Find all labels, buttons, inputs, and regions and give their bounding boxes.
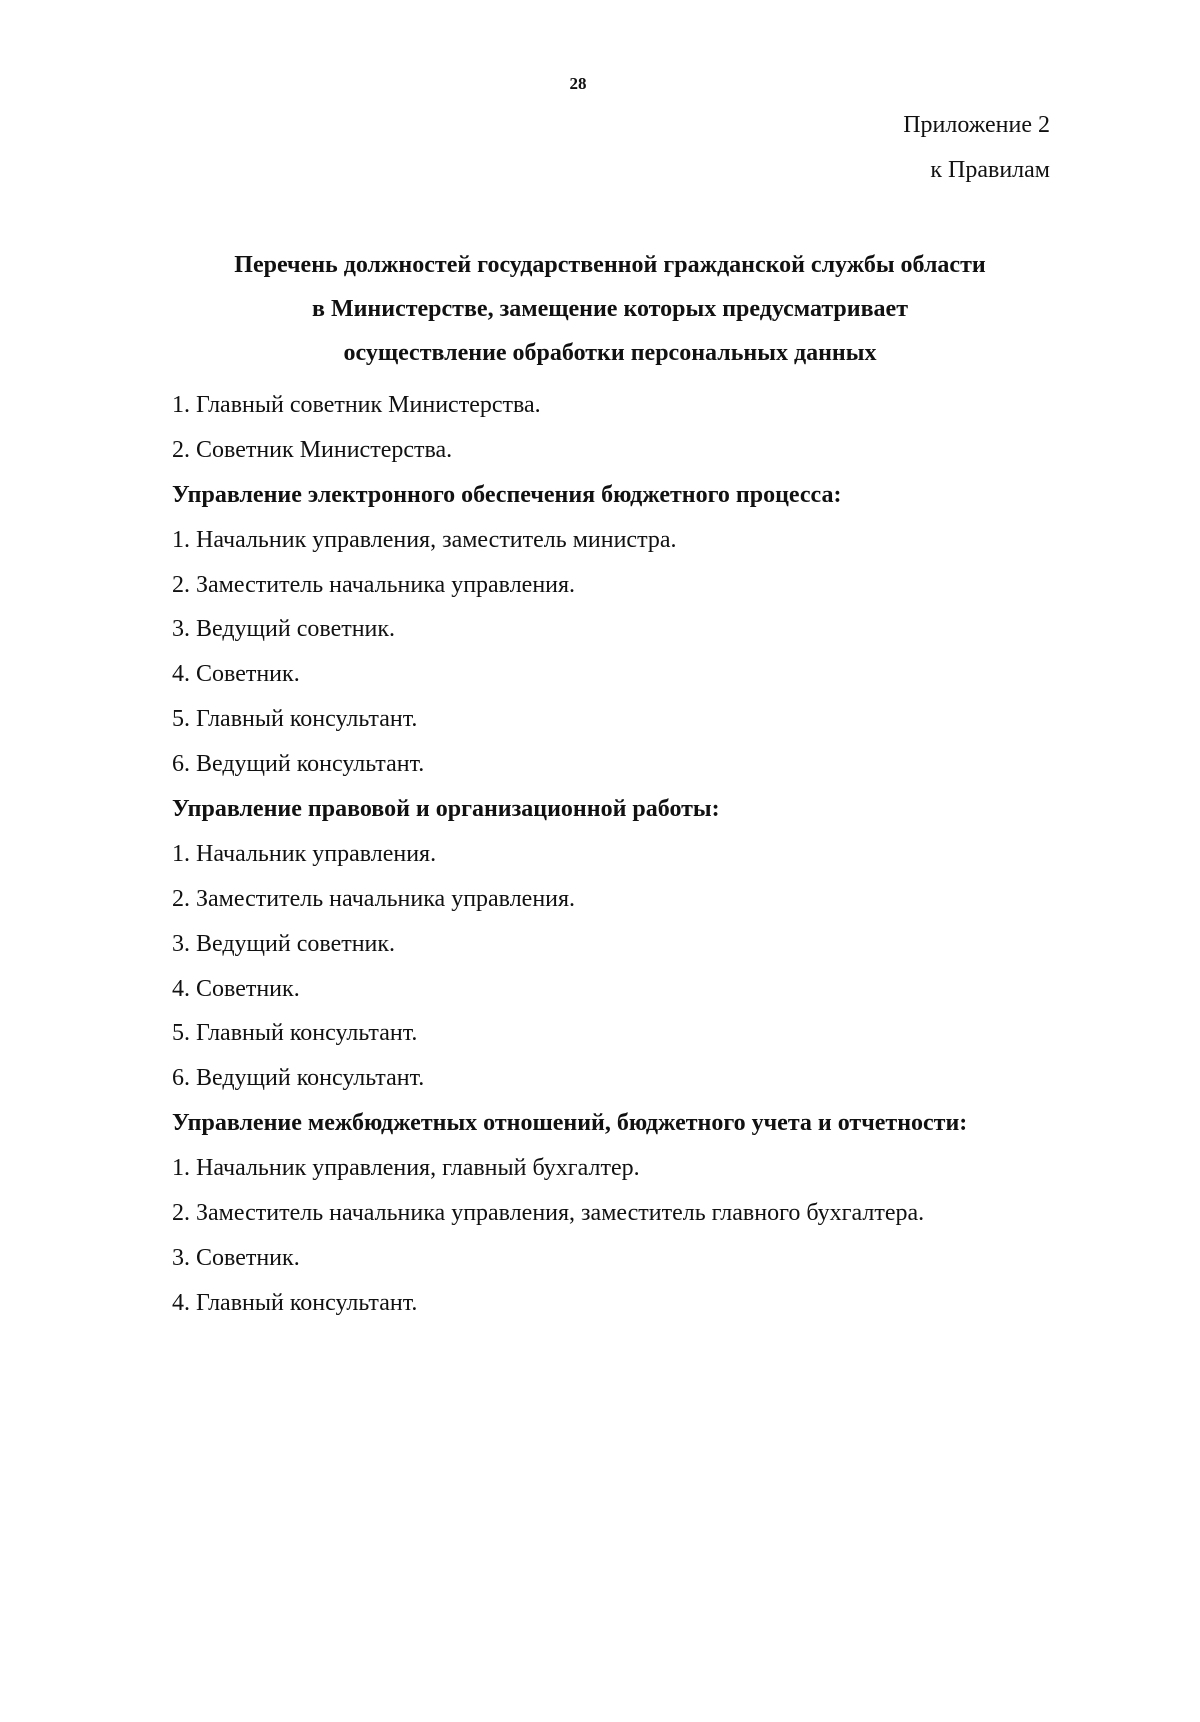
list-item: 2. Заместитель начальника управления.	[172, 571, 576, 598]
list-item: 1. Начальник управления.	[172, 840, 437, 867]
list-item: 4. Советник.	[172, 975, 300, 1002]
list-item: 1. Начальник управления, главный бухгалтер.	[172, 1155, 640, 1182]
list-item: 3. Советник.	[172, 1244, 300, 1271]
section-heading: Управление правовой и организационной работы:	[172, 796, 720, 823]
section-heading: Управление электронного обеспечения бюджетного процесса:	[172, 481, 842, 508]
list-item: 2. Заместитель начальника управления.	[172, 885, 576, 912]
document-title-line-2: в Министерстве, замещение которых предусматривает	[311, 296, 908, 322]
document-title-line-1: Перечень должностей государственной гражданской службы области	[234, 252, 986, 278]
list-item: 5. Главный консультант.	[172, 706, 418, 733]
list-item: 2. Заместитель начальника управления, заместитель главного бухгалтера.	[172, 1200, 925, 1227]
list-item: 3. Ведущий советник.	[172, 930, 396, 957]
page-number: 28	[569, 74, 587, 93]
appendix-reference: к Правилам	[930, 157, 1050, 183]
appendix-label: Приложение 2	[903, 112, 1050, 138]
list-item: 5. Главный консультант.	[172, 1020, 418, 1047]
positions-list	[172, 388, 1072, 1331]
list-item: 1. Начальник управления, заместитель министра.	[172, 526, 677, 553]
list-item: 1. Главный советник Министерства.	[172, 392, 541, 418]
document-title-line-3: осуществление обработки персональных данных	[343, 340, 877, 366]
list-item: 4. Главный консультант.	[172, 1289, 418, 1316]
section-heading: Управление межбюджетных отношений, бюджетного учета и отчетности:	[172, 1110, 968, 1137]
list-item: 6. Ведущий консультант.	[172, 751, 425, 778]
list-item: 3. Ведущий советник.	[172, 616, 396, 643]
list-item: 4. Советник.	[172, 661, 300, 688]
list-item: 6. Ведущий консультант.	[172, 1065, 425, 1092]
list-item: 2. Советник Министерства.	[172, 436, 453, 463]
